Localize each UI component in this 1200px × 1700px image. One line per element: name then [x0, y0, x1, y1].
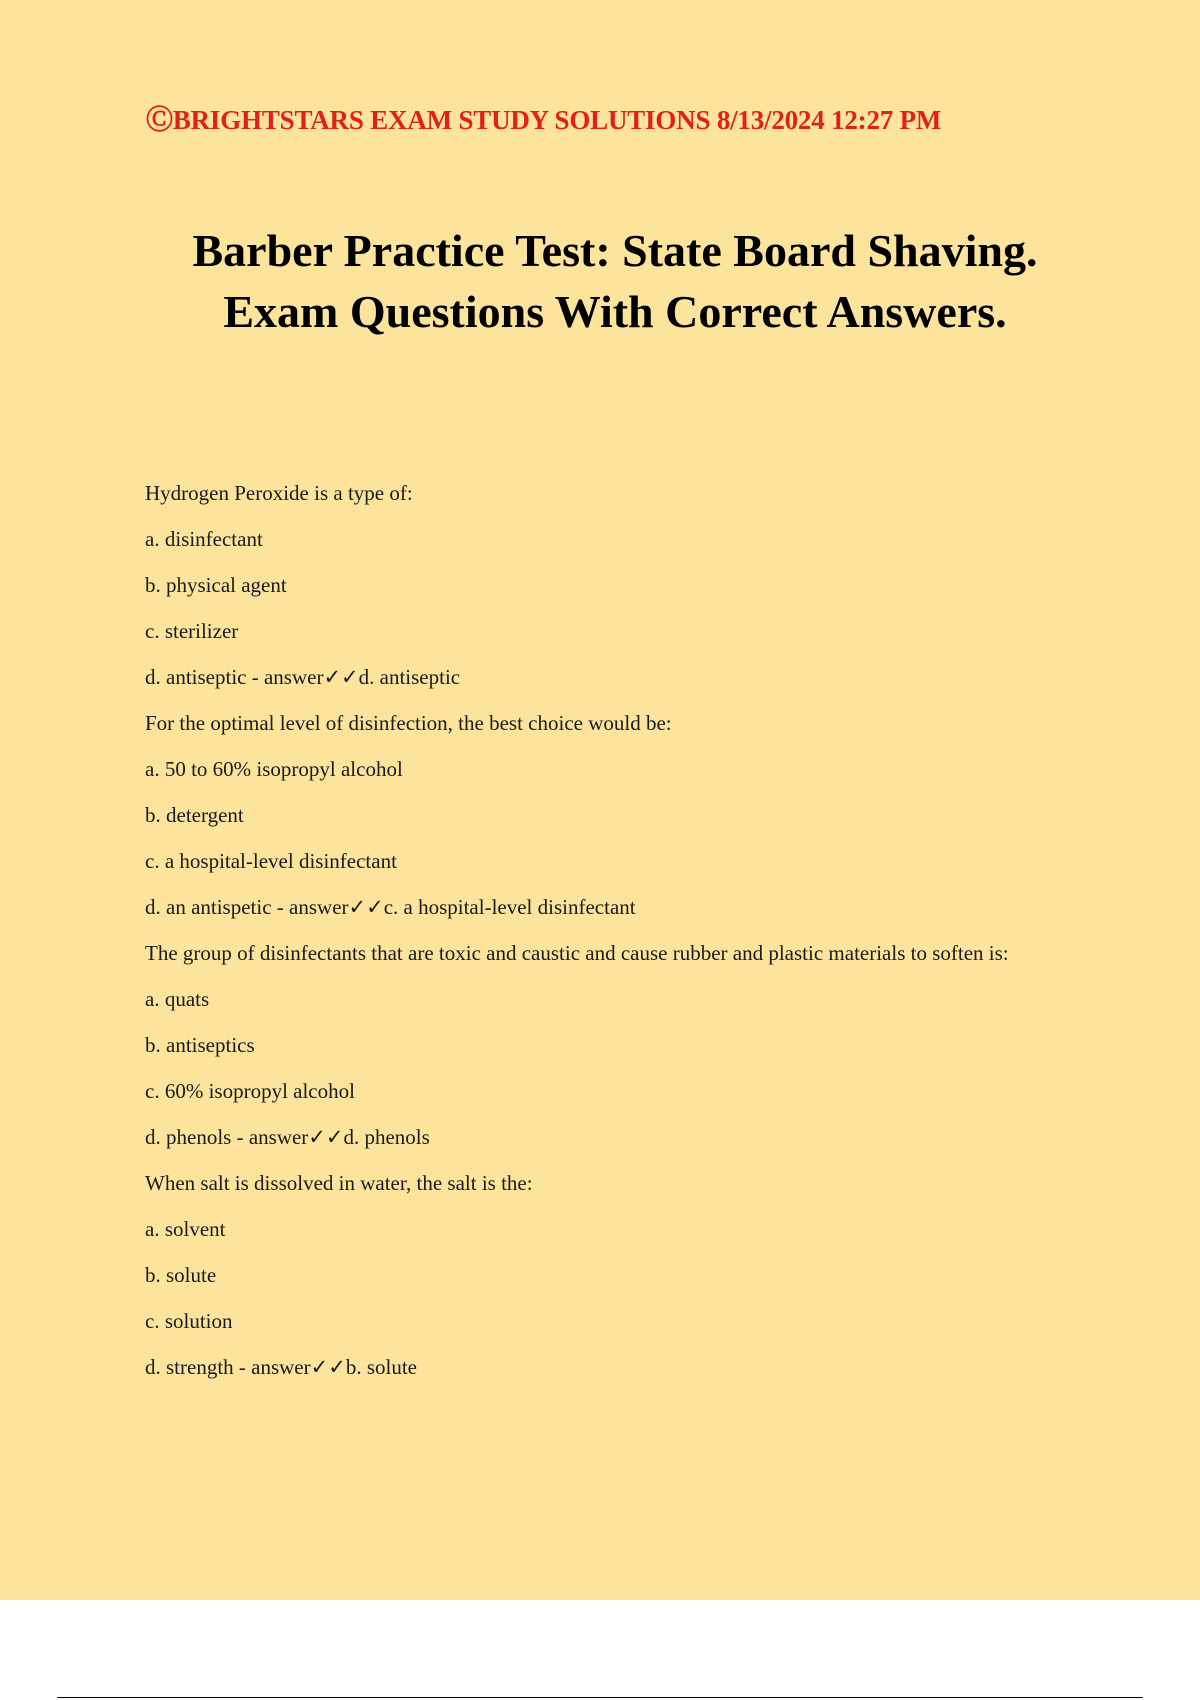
- answer-option: b. physical agent: [145, 573, 287, 597]
- question-prompt: The group of disinfectants that are toxic and caustic and cause rubber and plastic materials to soften is:: [145, 941, 1009, 965]
- document-title: [60, 220, 1170, 342]
- question-prompt: When salt is dissolved in water, the salt is the:: [145, 1171, 533, 1195]
- correct-answer: d. an antispetic - answer✓✓c. a hospital-level disinfectant: [145, 895, 636, 919]
- answer-option: a. disinfectant: [145, 527, 263, 551]
- question-prompt: Hydrogen Peroxide is a type of:: [145, 481, 413, 505]
- title-line-2: Exam Questions With Correct Answers.: [223, 286, 1007, 337]
- answer-option: c. 60% isopropyl alcohol: [145, 1079, 355, 1103]
- page-divider: [57, 1697, 1143, 1698]
- answer-option: a. quats: [145, 987, 210, 1011]
- question-prompt: For the optimal level of disinfection, the best choice would be:: [145, 711, 672, 735]
- answer-option: c. sterilizer: [145, 619, 239, 643]
- correct-answer: d. phenols - answer✓✓d. phenols: [145, 1125, 430, 1149]
- answer-option: c. solution: [145, 1309, 233, 1333]
- correct-answer: d. strength - answer✓✓b. solute: [145, 1355, 417, 1379]
- answer-option: a. 50 to 60% isopropyl alcohol: [145, 757, 403, 781]
- title-line-1: Barber Practice Test: State Board Shaving.: [192, 225, 1038, 276]
- answer-option: b. antiseptics: [145, 1033, 255, 1057]
- correct-answer: d. antiseptic - answer✓✓d. antiseptic: [145, 665, 461, 689]
- watermark-header: ⒸBRIGHTSTARS EXAM STUDY SOLUTIONS 8/13/2024 12:27 PM: [146, 105, 942, 135]
- answer-option: c. a hospital-level disinfectant: [145, 849, 397, 873]
- question-list: [145, 480, 1065, 1400]
- answer-option: b. detergent: [145, 803, 244, 827]
- answer-option: a. solvent: [145, 1217, 226, 1241]
- answer-option: b. solute: [145, 1263, 217, 1287]
